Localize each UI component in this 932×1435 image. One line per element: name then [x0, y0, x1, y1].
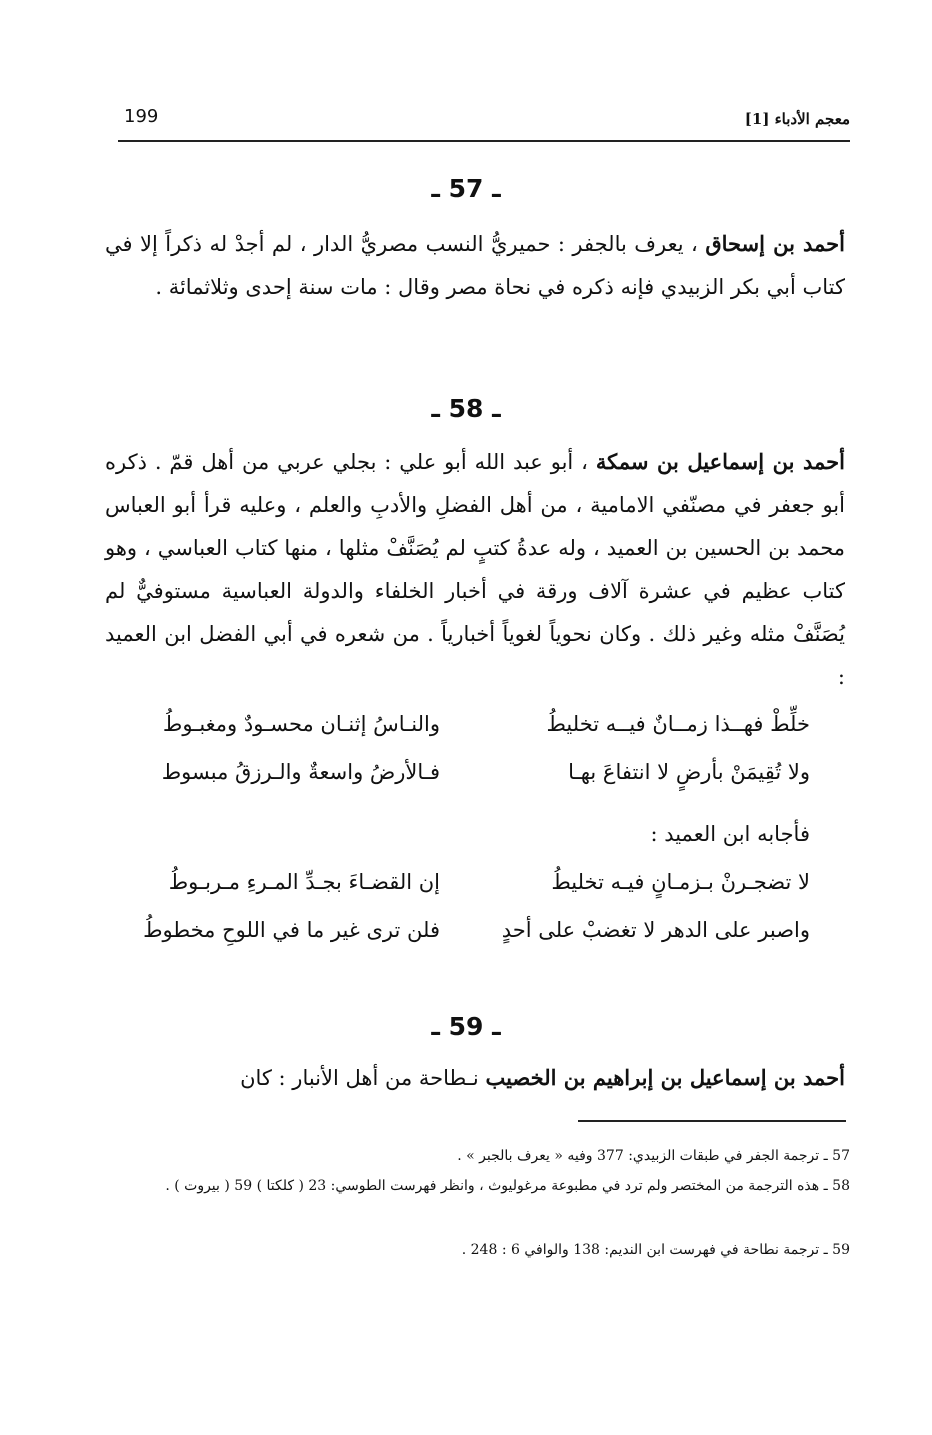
verse-line — [140, 760, 810, 800]
entry-57-name: أحمد بن إسحاق — [705, 231, 845, 256]
entry-58-body: ، أبو عبد الله أبو علي : بجلي عربي من أهل قمّ . ذكره أبو جعفر في مصنّفي الامامية ، من أهل الفضلِ والأدبِ والعلم ، وعليه قرأ أبو العباس محمد بن الحسين بن العميد ، وله عدةُ كتبٍ لم يُصَنَّفْ مثلها ، منها كتاب العباسي ، وهو كتاب عظيم في عشرة آلاف ورقة في أخبار الخلفاء والدولة العباسية مستوفيٌّ لم يُصَنَّفْ مثله وغير ذلك . وكان نحوياً لغوياً أخبارياً . من شعره في أبي الفضل ابن العميد : — [105, 450, 845, 689]
page-header — [118, 100, 850, 142]
entry-57-text — [105, 222, 845, 309]
verse-hemistich-1: واصبر على الدهر لا تغضبْ على أحدٍ — [501, 918, 810, 942]
verse-hemistich-1: ولا تُقِيمَنْ بأرضٍ لا انتفاعَ بهـا — [568, 760, 810, 784]
entry-58-name: أحمد بن إسماعيل بن سمكة — [595, 449, 845, 474]
entry-59-body: نـطاحة من أهل الأنبار : كان — [240, 1066, 479, 1090]
footnote-58: 58 ـ هذه الترجمة من المختصر ولم ترد في مطبوعة مرغوليوث ، وانظر فهرست الطوسي: 23 ( كلكتا ) 59 ( بيروت ) . — [165, 1178, 850, 1194]
page-number: 199 — [124, 106, 159, 127]
reply-intro: فأجابه ابن العميد : — [650, 822, 810, 846]
verse-line — [140, 870, 810, 910]
verse-hemistich-2: فلن ترى غير ما في اللوحِ مخطوطُ — [143, 918, 440, 942]
entry-number-59: ـ 59 ـ — [431, 1012, 501, 1041]
entry-number-58: ـ 58 ـ — [431, 394, 501, 423]
entry-59-name: أحمد بن إسماعيل بن إبراهيم بن الخصيب — [485, 1065, 845, 1090]
verse-hemistich-2: إن القضـاءَ بجـدِّ المـرءِ مـربـوطُ — [168, 870, 440, 894]
entry-number-57: ـ 57 ـ — [431, 174, 501, 203]
book-title: معجم الأدباء [1] — [744, 110, 850, 128]
entry-58-text — [105, 440, 845, 699]
verse-hemistich-2: فـالأرضُ واسعةٌ والـرزقُ مبسوط — [161, 760, 440, 784]
verse-hemistich-1: خلِّطْ فهــذا زمــانٌ فيــه تخليطُ — [546, 712, 810, 736]
entry-59-text — [105, 1056, 845, 1100]
verse-hemistich-1: لا تضجـرنْ بـزمـانٍ فيـه تخليطُ — [551, 870, 810, 894]
verse-line — [140, 712, 810, 752]
footnote-59: 59 ـ ترجمة نطاحة في فهرست ابن النديم: 138 والوافي 6 : 248 . — [461, 1242, 850, 1258]
verse-hemistich-2: والنـاسُ إثنـان محسـودٌ ومغبـوطُ — [162, 712, 440, 736]
verse-line — [140, 918, 810, 958]
footnote-57: 57 ـ ترجمة الجفر في طبقات الزبيدي: 377 وفيه « يعرف بالجبر » . — [457, 1148, 850, 1164]
entry-57-body: ، يعرف بالجفر : حميريُّ النسب مصريُّ الدار ، لم أجدْ له ذكراً إلا في كتاب أبي بكر الزبيدي فإنه ذكره في نحاة مصر وقال : مات سنة إحدى وثلاثمائة . — [105, 232, 845, 299]
footnote-divider — [578, 1120, 846, 1122]
